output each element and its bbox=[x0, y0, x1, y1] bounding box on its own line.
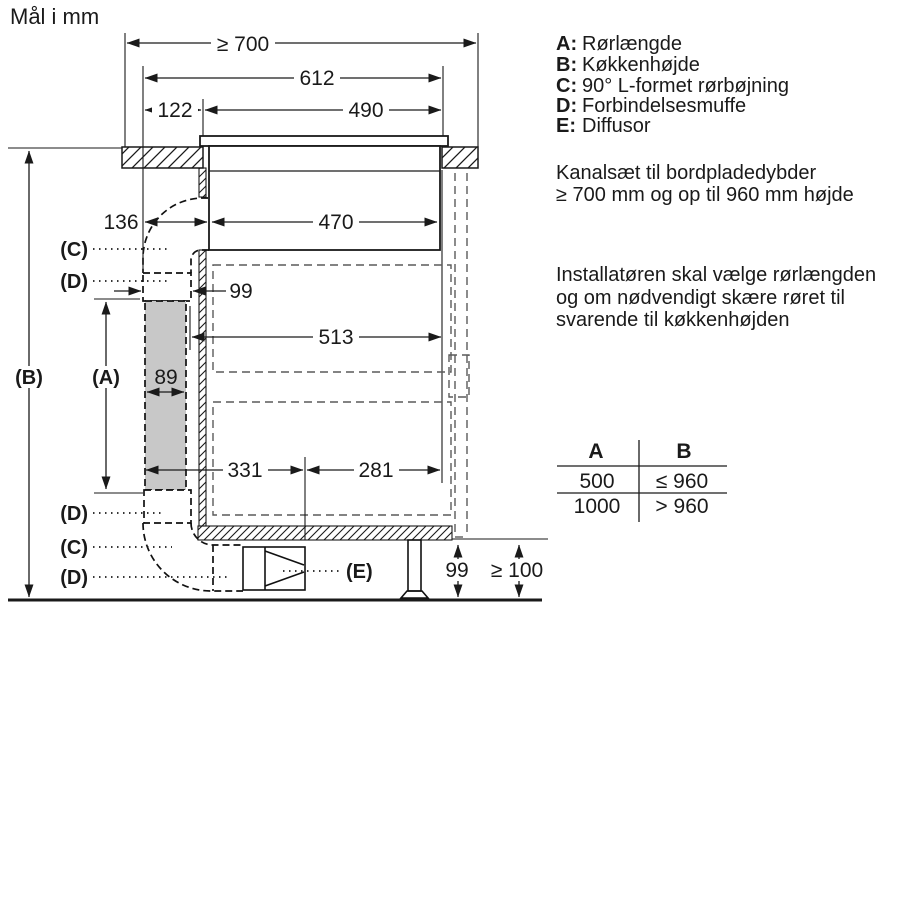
worktop-left-section bbox=[122, 147, 203, 168]
note-installer bbox=[556, 264, 876, 331]
pipe-length-table bbox=[557, 440, 727, 522]
dim-plinth-min: ≥ 100 bbox=[490, 559, 544, 582]
legend-text-b: Køkkenhøjde bbox=[582, 54, 700, 76]
note-kit bbox=[556, 162, 854, 206]
cabinet-foot bbox=[401, 540, 428, 598]
label-bend-C-top: (C) bbox=[60, 239, 88, 261]
label-bend-C-bottom: (C) bbox=[60, 537, 88, 559]
dim-331: 331 bbox=[227, 459, 263, 482]
connector-sleeve-bottom bbox=[144, 490, 191, 523]
note-installer-line2: og om nødvendigt skære røret til bbox=[556, 287, 845, 309]
duct-bend-top-outer bbox=[143, 198, 208, 273]
dim-513: 513 bbox=[318, 326, 354, 349]
dim-99-connector: 99 bbox=[229, 280, 253, 303]
cabinet-bottom-panel bbox=[198, 526, 452, 540]
legend-text-d: Forbindelsesmuffe bbox=[582, 95, 747, 117]
foot-base bbox=[401, 591, 428, 598]
legend-text-e: Diffusor bbox=[582, 115, 651, 137]
diffusor-funnel-bottom bbox=[265, 572, 304, 586]
page-title: Mål i mm bbox=[10, 4, 100, 29]
diffusor-funnel-top bbox=[265, 551, 304, 565]
dim-89-duct-width: 89 bbox=[154, 366, 178, 389]
label-sleeve-D-middle: (D) bbox=[60, 503, 88, 525]
table-header-a: A bbox=[588, 440, 604, 463]
legend-text-a: Rørlængde bbox=[582, 33, 683, 55]
connector-sleeve-top bbox=[143, 273, 191, 301]
dim-470: 470 bbox=[318, 211, 354, 234]
note-installer-line3: svarende til køkkenhøjden bbox=[556, 309, 790, 331]
dim-136: 136 bbox=[103, 211, 139, 234]
dimension-lines bbox=[29, 43, 519, 597]
diffusor bbox=[243, 547, 305, 590]
dim-countertop-depth: ≥ 700 bbox=[216, 33, 270, 56]
table-cell-a-row1: 500 bbox=[579, 470, 615, 493]
worktop-right-section bbox=[442, 147, 478, 168]
note-kit-line2: ≥ 700 mm og op til 960 mm højde bbox=[556, 184, 854, 206]
dim-490: 490 bbox=[348, 99, 384, 122]
hob-body bbox=[209, 146, 440, 250]
hob-top-plate bbox=[200, 136, 448, 146]
label-kitchen-height-B: (B) bbox=[15, 367, 43, 389]
dim-99-plinth: 99 bbox=[445, 559, 469, 582]
foot-stem bbox=[408, 540, 421, 591]
table-cell-b-row2: > 960 bbox=[655, 495, 709, 518]
table-header-b: B bbox=[676, 440, 692, 463]
note-kit-line1: Kanalsæt til bordpladedybder bbox=[556, 162, 817, 184]
legend-key-c: C: bbox=[556, 75, 578, 97]
label-pipe-length-A: (A) bbox=[92, 367, 120, 389]
dim-281: 281 bbox=[358, 459, 394, 482]
rear-channel-sleeve bbox=[449, 355, 469, 397]
dimension-text-backings bbox=[10, 33, 546, 581]
cabinet-back-panel-upper bbox=[199, 168, 206, 197]
legend-key-d: D: bbox=[556, 95, 578, 117]
label-diffusor-E: (E) bbox=[346, 561, 373, 583]
note-installer-line1: Installatøren skal vælge rørlængden bbox=[556, 264, 877, 286]
vertical-duct bbox=[145, 301, 186, 490]
legend bbox=[556, 33, 789, 137]
legend-key-a: A: bbox=[556, 33, 578, 55]
dim-612: 612 bbox=[299, 67, 335, 90]
table-cell-a-row2: 1000 bbox=[573, 495, 621, 518]
legend-text-c: 90° L-formet rørbøjning bbox=[582, 75, 789, 97]
label-sleeve-D-bottom: (D) bbox=[60, 567, 88, 589]
legend-key-b: B: bbox=[556, 54, 578, 76]
dim-122: 122 bbox=[157, 99, 193, 122]
label-sleeve-D-top: (D) bbox=[60, 271, 88, 293]
legend-key-e: E: bbox=[556, 115, 576, 137]
table-cell-b-row1: ≤ 960 bbox=[655, 470, 709, 493]
